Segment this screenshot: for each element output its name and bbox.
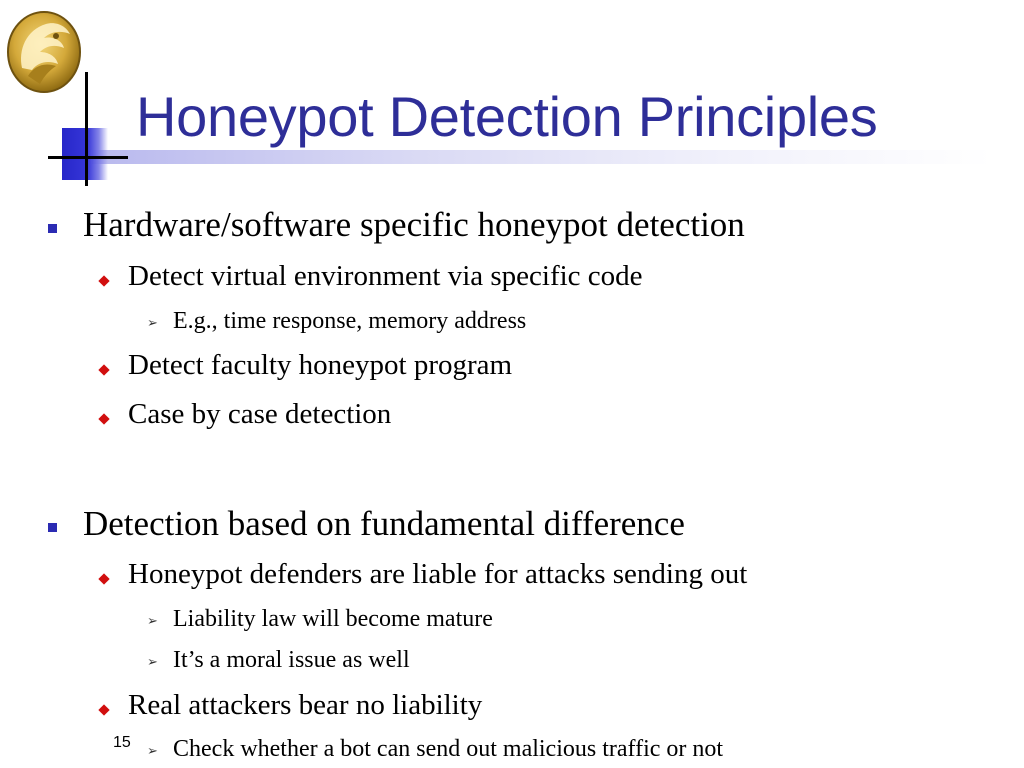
bullet-level1: Hardware/software specific honeypot detection — [83, 205, 745, 244]
diamond-bullet-icon — [98, 573, 109, 584]
diamond-bullet-icon — [98, 413, 109, 424]
bullet-level2: Case by case detection — [128, 398, 392, 430]
bullet-level3: Check whether a bot can send out malicious traffic or not — [173, 736, 724, 762]
arrowhead-bullet-icon: ➢ — [147, 655, 158, 670]
arrowhead-bullet-icon: ➢ — [147, 316, 158, 331]
bullet-level2: Honeypot defenders are liable for attacks sending out — [128, 558, 748, 590]
pegasus-logo — [4, 6, 84, 94]
title-accent-horizontal-line — [48, 156, 128, 159]
diamond-bullet-icon — [98, 364, 109, 375]
slide-title: Honeypot Detection Principles — [136, 85, 878, 148]
bullet-level1: Detection based on fundamental difference — [83, 504, 685, 543]
bullet-level3: It’s a moral issue as well — [173, 647, 410, 673]
square-bullet-icon — [48, 523, 57, 532]
square-bullet-icon — [48, 224, 57, 233]
title-accent-vertical-line — [85, 72, 88, 186]
bullet-level3: Liability law will become mature — [173, 606, 493, 632]
diamond-bullet-icon — [98, 275, 109, 286]
diamond-bullet-icon — [98, 704, 109, 715]
bullet-level2: Detect faculty honeypot program — [128, 349, 513, 381]
bullet-level2: Detect virtual environment via specific code — [128, 260, 643, 292]
bullet-level2: Real attackers bear no liability — [128, 689, 483, 721]
arrowhead-bullet-icon: ➢ — [147, 614, 158, 629]
title-underline-gradient — [92, 150, 992, 164]
arrowhead-bullet-icon: ➢ — [147, 744, 158, 759]
page-number: 15 — [113, 734, 131, 751]
bullet-level3: E.g., time response, memory address — [173, 308, 527, 334]
